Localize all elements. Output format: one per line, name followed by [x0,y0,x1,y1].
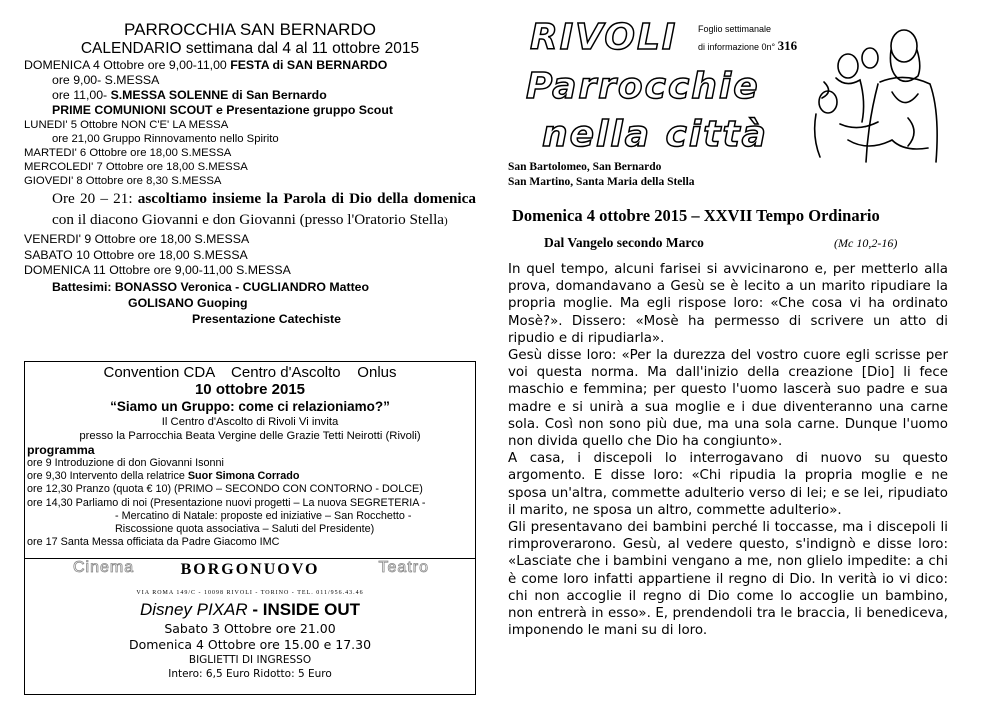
calendar-tuesday: MARTEDI' 6 Ottobre ore 18,00 S.MESSA [24,147,232,159]
calendar-wednesday: MERCOLEDI' 7 Ottobre ore 18,00 S.MESSA [24,161,248,173]
film-title: Disney PIXAR - INSIDE OUT [139,600,361,619]
gospel-source: Dal Vangelo secondo Marco [544,235,704,250]
program-item: ore 9,30 Intervento della relatrice Suor Simona Corrado [27,470,300,483]
convention-invite: Il Centro d'Ascolto di Rivoli Vi invita [161,416,339,428]
baptisms-2: GOLISANO Guoping [128,295,248,310]
showtime: Sabato 3 Ottobre ore 21.00 [164,621,336,636]
bulletin-section [508,17,948,639]
convention-program-title: programma [27,443,95,457]
baptisms: Battesimi: BONASSO Veronica - CUGLIANDRO Matteo [52,279,370,294]
masthead-parishes: San Martino, Santa Maria della Stella [508,176,695,188]
calendar-thursday: GIOVEDI' 8 Ottobre ore 8,30 S.MESSA [24,175,222,187]
gospel-paragraph: Gli presentavano dei bambini perché li toccasse, ma i discepoli li rimproverarono. Gesù, al vedere questo, s'indignò e disse loro: «Lasciate che i bambini vengano a me, non glielo impedite: a chi è come loro infatti appartiene il regno di Dio. In verità io vi dico: chi non accoglie il regno di Dio come lo accoglie un bambino, non entrerà in esso». E, prendendoli tra le braccia, li benediceva, imponendo le mani su di loro. [508,520,948,639]
parish-title: PARROCCHIA SAN BERNARDO [124,20,376,39]
masthead-foglio: Foglio settimanale [698,24,772,34]
calendar-subtitle: CALENDARIO settimana dal 4 al 11 ottobre 2015 [80,40,420,57]
convention-box [24,361,476,559]
masthead-parrocchie: Parrocchie [526,66,760,107]
convention-motto: “Siamo un Gruppo: come ci relazioniamo?” [110,399,390,414]
gospel-paragraph: A casa, i discepoli lo interrogavano di nuovo su questo argomento. E disse loro: «Chi ripudia la propria moglie e ne sposa un'altra, commette adulterio verso di lei; e se lei, ripudiato il marito, ne sposa un altro, commette adulterio». [508,451,948,518]
calendar-line: ore 21,00 Gruppo Rinnovamento nello Spirito [52,133,279,145]
calendar-line: PRIME COMUNIONI SCOUT e Presentazione gruppo Scout [52,103,393,117]
masthead-issue: di informazione 0n° 316 [698,38,798,53]
masthead-parishes: San Bartolomeo, San Bernardo [508,161,662,173]
calendar-thursday-note: Ore 20 – 21: ascoltiamo insieme la Parola di Dio della domenica con il diacono Giovanni e don Giovanni (presso l'Oratorio Stella) [52,190,476,228]
tickets-label: BIGLIETTI DI INGRESSO [188,654,312,666]
program-item: ore 12,30 Pranzo (quota € 10) (PRIMO – SECONDO CON CONTORNO - DOLCE) [27,483,423,496]
masthead-nella-citta: nella città [542,114,768,155]
program-item: - Mercatino di Natale: proposte ed iniziative – San Rocchetto - [115,509,412,522]
program-item: ore 9 Introduzione di don Giovanni Isonni [27,457,224,469]
program-item: ore 17 Santa Messa officiata da Padre Giacomo IMC [27,536,280,549]
convention-place: presso la Parrocchia Beata Vergine delle Grazie Tetti Neirotti (Rivoli) [79,430,421,442]
calendar-saturday: SABATO 10 Ottobre ore 18,00 S.MESSA [24,247,248,262]
gospel-paragraph: In quel tempo, alcuni farisei si avvicinarono e, per metterlo alla prova, domandavano a Gesù se è lecito a un marito ripudiare la propria moglie. Ma egli rispose loro: «Che cosa vi ha ordinato Mosè?». Dissero: «Mosè ha permesso di scrivere un atto di ripudio e di ripudiarla». [508,262,948,346]
calendar-sunday: DOMENICA 4 Ottobre ore 9,00-11,00 FESTA di SAN BERNARDO [24,58,388,72]
convention-date: 10 ottobre 2015 [194,381,306,398]
cinema-word: Cinema [73,559,135,576]
calendar-monday: LUNEDI' 5 Ottobre NON C'E' LA MESSA [24,119,229,131]
convention-title: Convention CDA Centro d'Ascolto Onlus [103,364,397,381]
catechists: Presentazione Catechiste [192,311,341,326]
gospel-text [508,261,948,639]
ticket-prices: Intero: 6,5 Euro Ridotto: 5 Euro [168,668,332,680]
gospel-paragraph: Gesù disse loro: «Per la durezza del vostro cuore egli scrisse per voi questa norma. Ma dall'inizio della creazione [Dio] li fece maschio e femmina; per questo l'uomo lascerà suo padre e sua madre e si unirà a sua moglie e i due diventeranno una carne sola. Così non sono più due, ma una sola carne. Dunque l'uomo non divida quello che Dio ha congiunto». [508,348,948,450]
gospel-heading: Domenica 4 ottobre 2015 – XXVII Tempo Ordinario [512,206,880,225]
showtime: Domenica 4 Ottobre ore 15.00 e 17.30 [128,637,372,652]
calendar-friday: VENERDI' 9 Ottobre ore 18,00 S.MESSA [24,232,250,246]
calendar-line: ore 9,00- S.MESSA [52,73,160,87]
cinema-name: BORGONUOVO [180,561,320,578]
masthead [508,17,948,205]
program-item: Riscossione quota associativa – Saluti del Presidente) [115,523,375,536]
cinema-address: VIA ROMA 149/C - 10098 RIVOLI - TORINO - TEL. 011/956.43.46 [136,590,364,596]
program-item: ore 14,30 Parliamo di noi (Presentazione nuovi progetti – La nuova SEGRETERIA - [27,496,426,509]
cinema-logo [25,559,475,589]
calendar-section [24,20,476,327]
masthead-rivoli: RIVOLI [530,17,678,58]
gospel-subheading [508,233,948,257]
calendar-line: ore 11,00- S.MESSA SOLENNE di San Bernardo [52,88,327,102]
calendar-sunday-11: DOMENICA 11 Ottobre ore 9,00-11,00 S.MESSA [24,263,291,277]
jesus-children-illustration [808,22,948,168]
theatre-word: Teatro [378,559,429,576]
gospel-reference: (Mc 10,2-16) [834,236,898,250]
cinema-box [24,559,476,695]
